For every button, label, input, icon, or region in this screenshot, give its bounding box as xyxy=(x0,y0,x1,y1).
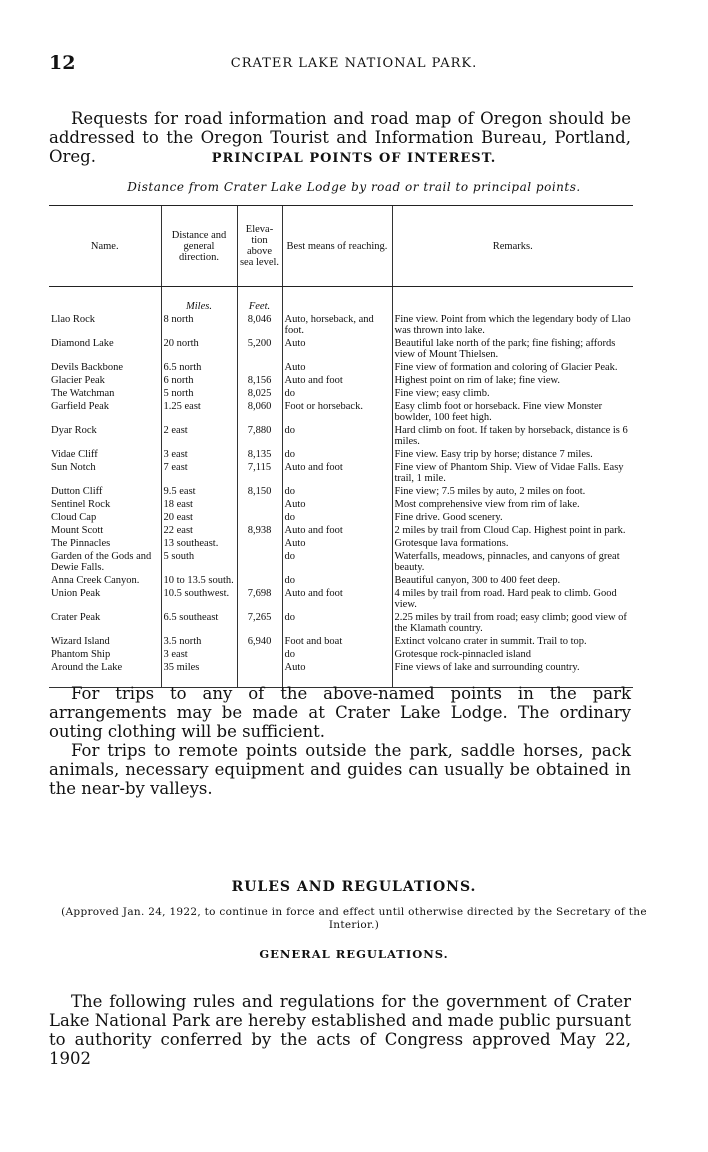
cell-distance: 5 south xyxy=(161,550,237,574)
cell-name: Devils Backbone xyxy=(51,362,124,373)
cell-remarks: Fine views of lake and surrounding country. xyxy=(392,661,633,688)
cell-distance: 6.5 north xyxy=(161,361,237,374)
cell-elevation: 8,150 xyxy=(237,485,282,498)
cell-remarks: Grotesque rock-pinnacled island xyxy=(392,648,633,661)
cell-distance: 20 north xyxy=(161,337,237,361)
cell-distance: 10 to 13.5 south. xyxy=(161,574,237,587)
cell-elevation: 7,698 xyxy=(237,587,282,611)
cell-name: Dyar Rock xyxy=(51,425,97,436)
cell-remarks: Waterfalls, meadows, pinnacles, and canyons of great beauty. xyxy=(392,550,633,574)
cell-name: Glacier Peak xyxy=(51,375,105,386)
cell-distance: 22 east xyxy=(161,524,237,537)
cell-remarks: Fine view; 7.5 miles by auto, 2 miles on foot. xyxy=(392,485,633,498)
cell-name: Dutton Cliff xyxy=(51,486,103,497)
units-row xyxy=(49,287,633,314)
unit-feet: Feet. xyxy=(237,287,282,314)
final-paragraph: The following rules and regulations for the government of Crater Lake National Park are hereby established and made public pursuant to authority conferred by the acts of Congress approved May 22, 1902 xyxy=(49,991,632,1068)
cell-name: Union Peak xyxy=(51,588,101,599)
general-regulations-title: GENERAL REGULATIONS. xyxy=(259,947,449,961)
unit-miles: Miles. xyxy=(161,287,237,314)
table-row xyxy=(49,537,633,550)
cell-name: Sentinel Rock xyxy=(51,499,111,510)
cell-distance: 6.5 southeast xyxy=(161,611,237,635)
cell-name: Around the Lake xyxy=(51,662,123,673)
points-of-interest-table xyxy=(49,205,633,688)
cell-means: do xyxy=(282,550,392,574)
table-row xyxy=(49,424,633,448)
table-row xyxy=(49,461,633,485)
section-subtitle: Distance from Crater Lake Lodge by road or trail to principal points. xyxy=(127,180,581,194)
cell-elevation xyxy=(237,574,282,587)
cell-distance: 18 east xyxy=(161,498,237,511)
cell-remarks: 2 miles by trail from Cloud Cap. Highest point in park. xyxy=(392,524,633,537)
cell-elevation: 7,115 xyxy=(237,461,282,485)
cell-name: Phantom Ship xyxy=(51,649,111,660)
cell-means: Auto xyxy=(282,537,392,550)
header-distance: Distance and general direction. xyxy=(161,206,237,287)
cell-name: Vidae Cliff xyxy=(51,449,98,460)
table-row xyxy=(49,448,633,461)
cell-means: Auto xyxy=(282,498,392,511)
table-row xyxy=(49,550,633,574)
header-elevation: Eleva-tion above sea level. xyxy=(237,206,282,287)
cell-elevation: 7,880 xyxy=(237,424,282,448)
cell-remarks: Beautiful canyon, 300 to 400 feet deep. xyxy=(392,574,633,587)
cell-name: Crater Peak xyxy=(51,612,101,623)
cell-remarks: Highest point on rim of lake; fine view. xyxy=(392,374,633,387)
approved-note: (Approved Jan. 24, 1922, to continue in force and effect until otherwise directed by the Secretary of the Interior.) xyxy=(61,906,647,931)
cell-means: do xyxy=(282,387,392,400)
table-row xyxy=(49,313,633,337)
cell-name: Anna Creek Canyon. xyxy=(51,575,140,586)
cell-name: Sun Notch xyxy=(51,462,96,473)
running-head: CRATER LAKE NATIONAL PARK. xyxy=(230,56,478,71)
cell-distance: 13 southeast. xyxy=(161,537,237,550)
table-row xyxy=(49,387,633,400)
cell-elevation xyxy=(237,361,282,374)
cell-means: do xyxy=(282,511,392,524)
cell-elevation: 8,156 xyxy=(237,374,282,387)
cell-name: Diamond Lake xyxy=(51,338,114,349)
cell-elevation xyxy=(237,550,282,574)
table-row xyxy=(49,400,633,424)
cell-means: Foot and boat xyxy=(282,635,392,648)
table-row xyxy=(49,524,633,537)
cell-distance: 3 east xyxy=(161,448,237,461)
cell-means: Auto and foot xyxy=(282,461,392,485)
cell-distance: 5 north xyxy=(161,387,237,400)
cell-means: Auto xyxy=(282,361,392,374)
cell-remarks: Grotesque lava formations. xyxy=(392,537,633,550)
cell-means: Auto xyxy=(282,661,392,688)
cell-distance: 1.25 east xyxy=(161,400,237,424)
table-row xyxy=(49,648,633,661)
cell-means: Auto and foot xyxy=(282,374,392,387)
cell-name: Llao Rock xyxy=(51,314,96,325)
cell-remarks: Fine view of formation and coloring of Glacier Peak. xyxy=(392,361,633,374)
cell-elevation: 7,265 xyxy=(237,611,282,635)
table-header-row xyxy=(49,206,633,287)
trips-paragraph: For trips to any of the above-named points in the park arrangements may be made at Crater Lake Lodge. The ordinary outing clothing will be sufficient. xyxy=(49,683,631,741)
cell-elevation: 5,200 xyxy=(237,337,282,361)
cell-distance: 7 east xyxy=(161,461,237,485)
table-row xyxy=(49,498,633,511)
header-name: Name. xyxy=(49,206,161,287)
cell-distance: 3.5 north xyxy=(161,635,237,648)
cell-name: Garden of the Gods and Dewie Falls. xyxy=(51,551,152,573)
cell-remarks: Easy climb foot or horseback. Fine view Monster bowlder, 100 feet high. xyxy=(392,400,633,424)
cell-means: Foot or horseback. xyxy=(282,400,392,424)
cell-remarks: Fine view; easy climb. xyxy=(392,387,633,400)
cell-elevation: 8,938 xyxy=(237,524,282,537)
cell-remarks: Extinct volcano crater in summit. Trail to top. xyxy=(392,635,633,648)
table-row xyxy=(49,574,633,587)
rules-title: RULES AND REGULATIONS. xyxy=(231,879,477,895)
table-row xyxy=(49,635,633,648)
cell-elevation: 8,046 xyxy=(237,313,282,337)
cell-remarks: Fine view. Easy trip by horse; distance 7 miles. xyxy=(392,448,633,461)
cell-distance: 10.5 southwest. xyxy=(161,587,237,611)
cell-remarks: 4 miles by trail from road. Hard peak to climb. Good view. xyxy=(392,587,633,611)
cell-distance: 8 north xyxy=(161,313,237,337)
cell-remarks: Beautiful lake north of the park; fine fishing; affords view of Mount Thielsen. xyxy=(392,337,633,361)
cell-means: Auto xyxy=(282,337,392,361)
cell-means: Auto and foot xyxy=(282,524,392,537)
cell-elevation xyxy=(237,648,282,661)
intro-paragraph: Requests for road information and road map of Oregon should be addressed to the Oregon Tourist and Information Bureau, Portland, Oreg. xyxy=(49,108,631,166)
remote-trips-paragraph: For trips to remote points outside the park, saddle horses, pack animals, necessary equipment and guides can usually be obtained in the near-by valleys. xyxy=(49,740,631,798)
table-row xyxy=(49,374,633,387)
section-title: PRINCIPAL POINTS OF INTEREST. xyxy=(211,151,497,166)
cell-distance: 6 north xyxy=(161,374,237,387)
cell-means: do xyxy=(282,611,392,635)
cell-elevation: 8,135 xyxy=(237,448,282,461)
cell-distance: 3 east xyxy=(161,648,237,661)
cell-distance: 35 miles xyxy=(161,661,237,688)
cell-name: Wizard Island xyxy=(51,636,110,647)
cell-elevation: 8,060 xyxy=(237,400,282,424)
cell-means: Auto, horseback, and foot. xyxy=(282,313,392,337)
cell-elevation: 8,025 xyxy=(237,387,282,400)
cell-name: Mount Scott xyxy=(51,525,104,536)
cell-distance: 9.5 east xyxy=(161,485,237,498)
table-row xyxy=(49,511,633,524)
cell-name: The Watchman xyxy=(51,388,115,399)
cell-distance: 2 east xyxy=(161,424,237,448)
cell-elevation xyxy=(237,498,282,511)
cell-remarks: Most comprehensive view from rim of lake. xyxy=(392,498,633,511)
table-row xyxy=(49,587,633,611)
cell-distance: 20 east xyxy=(161,511,237,524)
cell-means: Auto and foot xyxy=(282,587,392,611)
cell-name: Cloud Cap xyxy=(51,512,97,523)
cell-remarks: Fine drive. Good scenery. xyxy=(392,511,633,524)
cell-remarks: Fine view. Point from which the legendary body of Llao was thrown into lake. xyxy=(392,313,633,337)
cell-elevation xyxy=(237,511,282,524)
table-row xyxy=(49,337,633,361)
cell-means: do xyxy=(282,648,392,661)
cell-remarks: Hard climb on foot. If taken by horseback, distance is 6 miles. xyxy=(392,424,633,448)
cell-remarks: 2.25 miles by trail from road; easy climb; good view of the Klamath country. xyxy=(392,611,633,635)
page-number: 12 xyxy=(49,52,76,74)
cell-means: do xyxy=(282,424,392,448)
cell-elevation: 6,940 xyxy=(237,635,282,648)
header-remarks: Remarks. xyxy=(392,206,633,287)
cell-name: The Pinnacles xyxy=(51,538,111,549)
table-row xyxy=(49,485,633,498)
cell-elevation xyxy=(237,537,282,550)
cell-means: do xyxy=(282,574,392,587)
header-means: Best means of reaching. xyxy=(282,206,392,287)
cell-remarks: Fine view of Phantom Ship. View of Vidae Falls. Easy trail, 1 mile. xyxy=(392,461,633,485)
table-row xyxy=(49,611,633,635)
table-row xyxy=(49,361,633,374)
cell-means: do xyxy=(282,448,392,461)
cell-means: do xyxy=(282,485,392,498)
cell-name: Garfield Peak xyxy=(51,401,110,412)
